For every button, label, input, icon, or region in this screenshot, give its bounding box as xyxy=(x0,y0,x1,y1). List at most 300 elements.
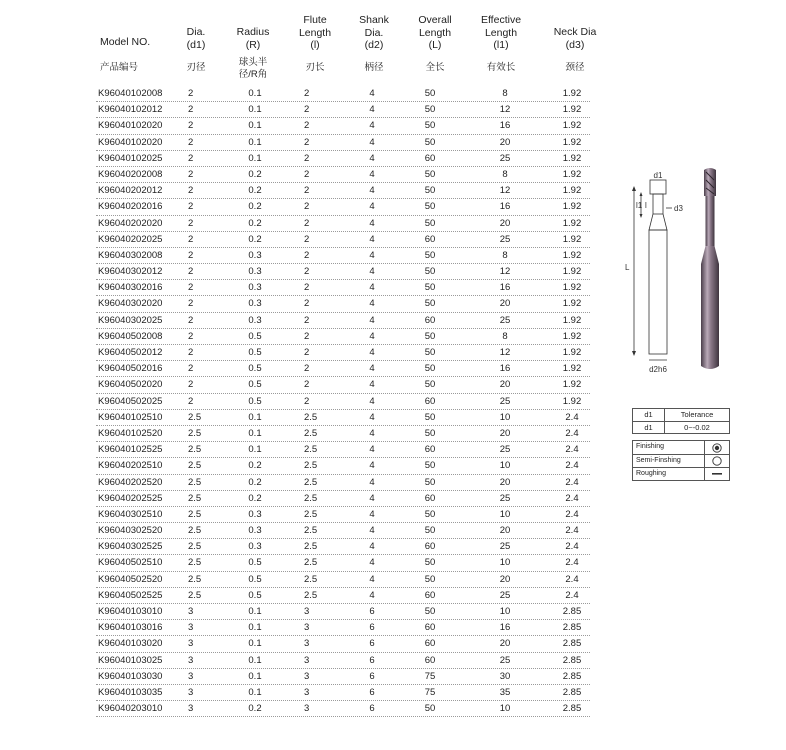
shank-cell: 4 xyxy=(369,476,375,488)
header-radius-en1: Radius xyxy=(236,26,270,38)
radius-cell: 0.2 xyxy=(248,201,262,213)
shank-cell: 4 xyxy=(369,88,375,99)
legend-label-roughing: Roughing xyxy=(633,468,705,480)
overall-cell: 50 xyxy=(424,476,436,488)
model-cell: K96040502025 xyxy=(98,395,163,407)
neck-cell: 2.4 xyxy=(565,541,579,553)
header-radius xyxy=(230,26,276,80)
dia-cell: 2.5 xyxy=(188,525,202,537)
header-flute-en2: Length xyxy=(298,26,332,39)
header-radius-zh1: 球头半 xyxy=(238,57,268,68)
effective-cell: 16 xyxy=(499,622,511,634)
neck-cell: 1.92 xyxy=(562,120,582,132)
shank-cell: 4 xyxy=(369,136,375,148)
end-mill-flutes xyxy=(704,168,716,196)
diagram-label-l: l xyxy=(645,201,647,210)
radius-cell: 0.2 xyxy=(248,233,262,245)
model-cell: K96040202025 xyxy=(98,233,163,245)
radius-cell: 0.2 xyxy=(248,492,262,504)
shank-cell: 4 xyxy=(369,363,375,375)
table-row xyxy=(96,572,590,588)
shank-cell: 4 xyxy=(369,411,375,423)
neck-cell: 1.92 xyxy=(562,363,582,375)
effective-cell: 10 xyxy=(499,606,511,617)
header-neck-en2: (d3) xyxy=(565,38,585,51)
header-radius-en2: (R) xyxy=(245,38,261,51)
overall-cell: 50 xyxy=(424,136,436,148)
dia-cell: 2 xyxy=(188,266,194,278)
machining-legend xyxy=(632,440,730,481)
dia-cell: 2.5 xyxy=(188,508,202,520)
header-overall xyxy=(410,14,460,73)
shank-cell: 4 xyxy=(369,379,375,391)
neck-cell: 2.85 xyxy=(562,606,582,617)
neck-cell: 2.85 xyxy=(562,703,582,715)
shank-cell: 6 xyxy=(369,670,375,682)
flute-cell: 2.5 xyxy=(304,427,318,439)
effective-cell: 16 xyxy=(499,282,511,294)
table-row xyxy=(96,555,590,571)
model-cell: K96040103020 xyxy=(98,638,163,650)
table-row xyxy=(96,685,590,701)
overall-cell: 50 xyxy=(424,266,436,278)
overall-cell: 60 xyxy=(424,638,436,650)
table-row xyxy=(96,199,590,215)
concentric-circle-icon xyxy=(712,443,722,453)
table-row xyxy=(96,475,590,491)
neck-cell: 2.4 xyxy=(565,476,579,488)
neck-cell: 1.92 xyxy=(562,185,582,197)
model-cell: K96040302525 xyxy=(98,541,163,553)
header-overall-zh: 全长 xyxy=(425,62,445,73)
overall-cell: 75 xyxy=(424,686,436,698)
radius-cell: 0.2 xyxy=(248,168,262,180)
radius-cell: 0.1 xyxy=(248,88,262,99)
neck-cell: 2.85 xyxy=(562,638,582,650)
overall-cell: 60 xyxy=(424,589,436,601)
model-cell: K96040203010 xyxy=(98,703,163,715)
diagram-label-l1: l1 xyxy=(636,201,643,210)
model-cell: K96040502520 xyxy=(98,573,163,585)
effective-cell: 20 xyxy=(499,136,511,148)
flute-cell: 2 xyxy=(304,88,310,99)
model-cell: K96040302008 xyxy=(98,249,163,261)
header-model-zh: 产品编号 xyxy=(100,62,139,73)
effective-cell: 25 xyxy=(499,589,511,601)
effective-cell: 16 xyxy=(499,201,511,213)
flute-cell: 2 xyxy=(304,314,310,326)
header-radius-zh2: 径/R角 xyxy=(238,69,268,80)
diagram-arrow-icon xyxy=(632,186,636,191)
shank-cell: 4 xyxy=(369,395,375,407)
neck-cell: 2.85 xyxy=(562,670,582,682)
table-row xyxy=(96,604,590,620)
dia-cell: 2.5 xyxy=(188,573,202,585)
tolerance-header-row xyxy=(633,409,729,421)
overall-cell: 75 xyxy=(424,670,436,682)
table-row xyxy=(96,313,590,329)
model-cell: K96040102525 xyxy=(98,444,163,456)
table-row xyxy=(96,507,590,523)
shank-cell: 6 xyxy=(369,654,375,666)
model-cell: K96040202525 xyxy=(98,492,163,504)
flute-cell: 2 xyxy=(304,379,310,391)
effective-cell: 20 xyxy=(499,476,511,488)
model-cell: K96040502510 xyxy=(98,557,163,569)
header-dia-zh: 刃径 xyxy=(186,62,206,73)
overall-cell: 50 xyxy=(424,201,436,213)
shank-cell: 4 xyxy=(369,508,375,520)
flute-cell: 3 xyxy=(304,703,310,715)
effective-cell: 12 xyxy=(499,266,511,278)
radius-cell: 0.2 xyxy=(248,217,262,229)
header-shank-en3: (d2) xyxy=(364,39,384,51)
effective-cell: 16 xyxy=(499,120,511,132)
shank-cell: 6 xyxy=(369,606,375,617)
flute-cell: 2.5 xyxy=(304,508,318,520)
circle-icon xyxy=(712,456,722,466)
flute-cell: 2.5 xyxy=(304,589,318,601)
radius-cell: 0.2 xyxy=(248,476,262,488)
legend-sym-finishing xyxy=(705,441,729,454)
header-effective-en1: Effective xyxy=(480,14,522,26)
flute-cell: 3 xyxy=(304,654,310,666)
model-cell: K96040102025 xyxy=(98,152,163,164)
effective-cell: 25 xyxy=(499,654,511,666)
neck-cell: 1.92 xyxy=(562,88,582,99)
model-cell: K96040102012 xyxy=(98,104,163,116)
neck-cell: 2.4 xyxy=(565,411,579,423)
flute-cell: 2.5 xyxy=(304,573,318,585)
flute-cell: 2 xyxy=(304,201,310,213)
effective-cell: 10 xyxy=(499,703,511,715)
shank-cell: 4 xyxy=(369,266,375,278)
neck-cell: 2.85 xyxy=(562,622,582,634)
effective-cell: 25 xyxy=(499,492,511,504)
model-cell: K96040202016 xyxy=(98,201,163,213)
effective-cell: 20 xyxy=(499,379,511,391)
flute-cell: 2 xyxy=(304,120,310,132)
radius-cell: 0.3 xyxy=(248,525,262,537)
dia-cell: 2.5 xyxy=(188,492,202,504)
radius-cell: 0.1 xyxy=(248,654,262,666)
table-row xyxy=(96,151,590,167)
radius-cell: 0.5 xyxy=(248,589,262,601)
model-cell: K96040302025 xyxy=(98,314,163,326)
legend-row-finishing xyxy=(633,441,729,454)
shank-cell: 6 xyxy=(369,622,375,634)
diagram-label-d1: d1 xyxy=(653,171,663,180)
model-cell: K96040202510 xyxy=(98,460,163,472)
effective-cell: 20 xyxy=(499,638,511,650)
table-row xyxy=(96,118,590,134)
end-mill-shank xyxy=(701,264,719,369)
model-cell: K96040202012 xyxy=(98,185,163,197)
shank-cell: 4 xyxy=(369,525,375,537)
flute-cell: 2.5 xyxy=(304,541,318,553)
header-flute-zh: 刃长 xyxy=(305,62,325,73)
neck-cell: 2.4 xyxy=(565,573,579,585)
flute-cell: 2 xyxy=(304,152,310,164)
shank-cell: 4 xyxy=(369,427,375,439)
neck-cell: 2.4 xyxy=(565,427,579,439)
dia-cell: 2 xyxy=(188,395,194,407)
table-row xyxy=(96,523,590,539)
shank-cell: 4 xyxy=(369,541,375,553)
effective-cell: 12 xyxy=(499,185,511,197)
overall-cell: 50 xyxy=(424,606,436,617)
flute-cell: 2.5 xyxy=(304,525,318,537)
flute-cell: 2.5 xyxy=(304,460,318,472)
neck-cell: 2.4 xyxy=(565,525,579,537)
header-flute-en3: (l) xyxy=(310,39,320,51)
neck-cell: 2.85 xyxy=(562,654,582,666)
model-cell: K96040302510 xyxy=(98,508,163,520)
overall-cell: 50 xyxy=(424,185,436,197)
table-row xyxy=(96,135,590,151)
tolerance-row-d1: d1 xyxy=(633,422,665,433)
overall-cell: 50 xyxy=(424,217,436,229)
table-row xyxy=(96,701,590,717)
model-cell: K96040502008 xyxy=(98,330,163,342)
header-dia-en2: (d1) xyxy=(186,38,206,51)
table-row xyxy=(96,280,590,296)
header-model-en: Model NO. xyxy=(100,36,151,48)
radius-cell: 0.1 xyxy=(248,136,262,148)
tolerance-table xyxy=(632,408,730,434)
dia-cell: 3 xyxy=(188,686,194,698)
effective-cell: 25 xyxy=(499,444,511,456)
header-neck xyxy=(546,26,604,73)
overall-cell: 60 xyxy=(424,395,436,407)
model-cell: K96040102520 xyxy=(98,427,163,439)
shank-cell: 4 xyxy=(369,249,375,261)
table-row xyxy=(96,410,590,426)
model-cell: K96040502016 xyxy=(98,363,163,375)
end-mill-image xyxy=(690,166,730,372)
overall-cell: 50 xyxy=(424,557,436,569)
table-row xyxy=(96,442,590,458)
tolerance-header-d1: d1 xyxy=(633,409,665,421)
dia-cell: 2.5 xyxy=(188,541,202,553)
header-effective-en3: (l1) xyxy=(493,39,509,51)
model-cell: K96040103010 xyxy=(98,606,163,617)
table-row xyxy=(96,102,590,118)
tool-dimension-diagram xyxy=(622,170,698,380)
legend-row-roughing xyxy=(633,467,729,480)
dia-cell: 2 xyxy=(188,152,194,164)
header-overall-en2: Length xyxy=(418,26,452,39)
overall-cell: 60 xyxy=(424,622,436,634)
tolerance-row-value: 0~-0.02 xyxy=(684,423,710,432)
effective-cell: 20 xyxy=(499,217,511,229)
neck-cell: 1.92 xyxy=(562,330,582,342)
flute-cell: 2 xyxy=(304,330,310,342)
overall-cell: 50 xyxy=(424,88,436,99)
overall-cell: 50 xyxy=(424,120,436,132)
table-header xyxy=(0,0,620,86)
dia-cell: 2.5 xyxy=(188,557,202,569)
shank-cell: 4 xyxy=(369,104,375,116)
flute-cell: 3 xyxy=(304,686,310,698)
flute-cell: 2 xyxy=(304,298,310,310)
effective-cell: 20 xyxy=(499,427,511,439)
dia-cell: 2 xyxy=(188,88,194,99)
flute-cell: 3 xyxy=(304,606,310,617)
flute-cell: 2 xyxy=(304,233,310,245)
dia-cell: 2 xyxy=(188,298,194,310)
diagram-arrow-icon xyxy=(632,351,636,356)
model-cell: K96040302016 xyxy=(98,282,163,294)
flute-cell: 2.5 xyxy=(304,444,318,456)
neck-cell: 1.92 xyxy=(562,201,582,213)
radius-cell: 0.5 xyxy=(248,379,262,391)
dia-cell: 2.5 xyxy=(188,476,202,488)
model-cell: K96040103035 xyxy=(98,686,163,698)
radius-cell: 0.3 xyxy=(248,249,262,261)
radius-cell: 0.3 xyxy=(248,266,262,278)
dia-cell: 2.5 xyxy=(188,589,202,601)
dia-cell: 2 xyxy=(188,185,194,197)
table-row xyxy=(96,636,590,652)
dia-cell: 2.5 xyxy=(188,411,202,423)
effective-cell: 16 xyxy=(499,363,511,375)
flute-cell: 2 xyxy=(304,136,310,148)
table-row xyxy=(96,653,590,669)
model-cell: K96040102008 xyxy=(98,88,163,99)
table-row xyxy=(96,588,590,604)
shank-cell: 4 xyxy=(369,314,375,326)
header-overall-en1: Overall xyxy=(418,14,452,26)
effective-cell: 8 xyxy=(502,330,508,342)
effective-cell: 12 xyxy=(499,347,511,358)
dia-cell: 3 xyxy=(188,703,194,715)
effective-cell: 10 xyxy=(499,508,511,520)
diagram-label-d3: d3 xyxy=(674,204,683,213)
flute-cell: 3 xyxy=(304,638,310,650)
header-model xyxy=(100,36,180,73)
model-cell: K96040102020 xyxy=(98,120,163,132)
effective-cell: 20 xyxy=(499,298,511,310)
radius-cell: 0.1 xyxy=(248,104,262,116)
radius-cell: 0.1 xyxy=(248,444,262,456)
overall-cell: 60 xyxy=(424,444,436,456)
shank-cell: 4 xyxy=(369,168,375,180)
header-effective-zh: 有效长 xyxy=(486,62,516,73)
dia-cell: 2 xyxy=(188,379,194,391)
radius-cell: 0.3 xyxy=(248,282,262,294)
shank-cell: 4 xyxy=(369,298,375,310)
dia-cell: 2 xyxy=(188,217,194,229)
dia-cell: 2 xyxy=(188,282,194,294)
model-cell: K96040502525 xyxy=(98,589,163,601)
radius-cell: 0.3 xyxy=(248,508,262,520)
neck-cell: 1.92 xyxy=(562,298,582,310)
table-row xyxy=(96,394,590,410)
dia-cell: 2 xyxy=(188,330,194,342)
header-effective xyxy=(472,14,530,73)
table-row xyxy=(96,539,590,555)
overall-cell: 60 xyxy=(424,541,436,553)
flute-cell: 2 xyxy=(304,168,310,180)
neck-cell: 1.92 xyxy=(562,314,582,326)
radius-cell: 0.3 xyxy=(248,541,262,553)
diagram-arrow-icon xyxy=(640,192,643,196)
shank-cell: 4 xyxy=(369,589,375,601)
table-row xyxy=(96,669,590,685)
table-row xyxy=(96,458,590,474)
table-row xyxy=(96,86,590,102)
dia-cell: 2 xyxy=(188,201,194,213)
dia-cell: 2 xyxy=(188,249,194,261)
radius-cell: 0.1 xyxy=(248,120,262,132)
neck-cell: 1.92 xyxy=(562,347,582,358)
radius-cell: 0.2 xyxy=(248,703,262,715)
shank-cell: 4 xyxy=(369,573,375,585)
overall-cell: 50 xyxy=(424,525,436,537)
overall-cell: 60 xyxy=(424,152,436,164)
radius-cell: 0.5 xyxy=(248,347,262,358)
flute-cell: 2.5 xyxy=(304,492,318,504)
effective-cell: 25 xyxy=(499,152,511,164)
table-row xyxy=(96,216,590,232)
table-row xyxy=(96,620,590,636)
neck-cell: 1.92 xyxy=(562,152,582,164)
shank-cell: 4 xyxy=(369,492,375,504)
diagram-neck xyxy=(653,194,663,214)
overall-cell: 50 xyxy=(424,573,436,585)
table-row xyxy=(96,232,590,248)
effective-cell: 8 xyxy=(502,88,508,99)
dia-cell: 2 xyxy=(188,233,194,245)
radius-cell: 0.3 xyxy=(248,298,262,310)
neck-cell: 1.92 xyxy=(562,379,582,391)
radius-cell: 0.1 xyxy=(248,427,262,439)
neck-cell: 2.4 xyxy=(565,589,579,601)
legend-sym-semi xyxy=(705,455,729,467)
effective-cell: 10 xyxy=(499,411,511,423)
model-cell: K96040102510 xyxy=(98,411,163,423)
neck-cell: 2.4 xyxy=(565,492,579,504)
neck-cell: 1.92 xyxy=(562,136,582,148)
header-shank xyxy=(352,14,396,73)
dia-cell: 2.5 xyxy=(188,460,202,472)
shank-cell: 6 xyxy=(369,686,375,698)
diagram-shank xyxy=(649,230,667,354)
flute-cell: 2 xyxy=(304,185,310,197)
model-cell: K96040502012 xyxy=(98,347,163,358)
neck-cell: 1.92 xyxy=(562,249,582,261)
overall-cell: 60 xyxy=(424,492,436,504)
flute-cell: 2.5 xyxy=(304,557,318,569)
tolerance-header-label: Tolerance xyxy=(680,410,714,419)
table-row xyxy=(96,345,590,361)
header-dia-en1: Dia. xyxy=(186,26,206,38)
radius-cell: 0.1 xyxy=(248,606,262,617)
radius-cell: 0.1 xyxy=(248,670,262,682)
overall-cell: 50 xyxy=(424,282,436,294)
diagram-arrow-icon xyxy=(640,214,643,218)
header-effective-en2: Length xyxy=(484,26,518,39)
flute-cell: 2 xyxy=(304,282,310,294)
model-cell: K96040302520 xyxy=(98,525,163,537)
end-mill-taper xyxy=(701,246,719,264)
overall-cell: 50 xyxy=(424,427,436,439)
dash-icon xyxy=(711,471,723,477)
radius-cell: 0.2 xyxy=(248,460,262,472)
model-cell: K96040302012 xyxy=(98,266,163,278)
model-cell: K96040202008 xyxy=(98,168,163,180)
